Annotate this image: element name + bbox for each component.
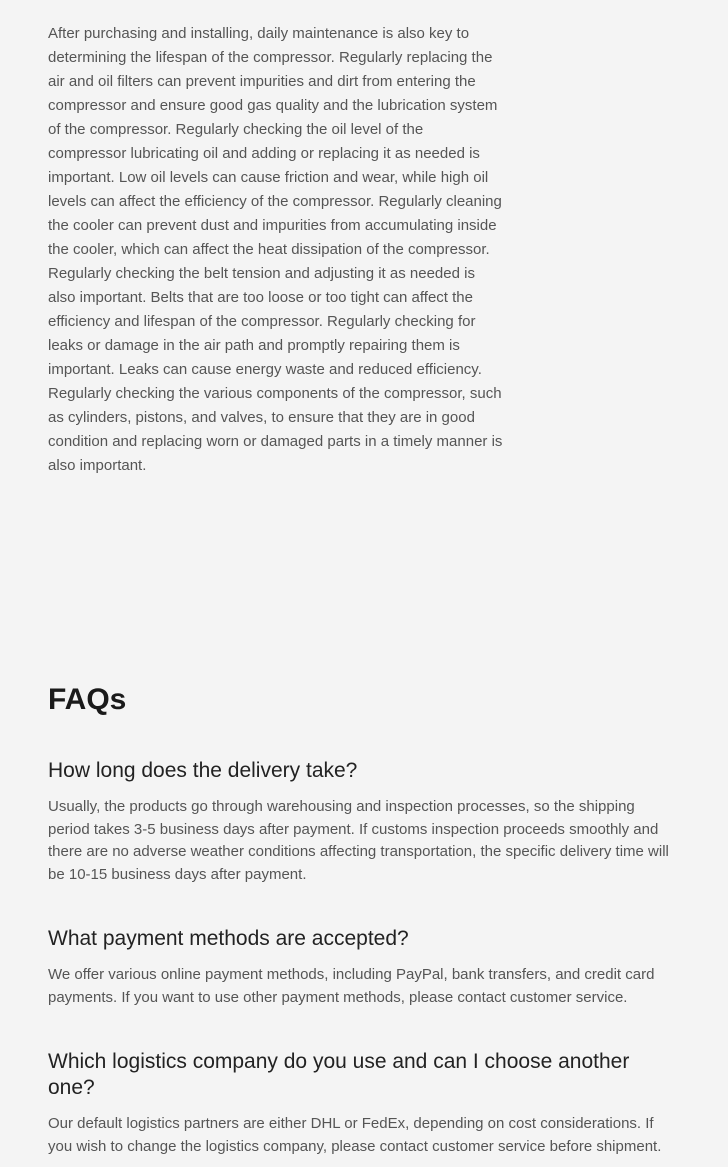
faq-question-payment-methods: What payment methods are accepted? bbox=[48, 927, 409, 950]
faq-item bbox=[48, 1049, 680, 1158]
faq-question-logistics-company: Which logistics company do you use and can I choose another one? bbox=[48, 1050, 630, 1099]
faq-item bbox=[48, 758, 680, 886]
faqs-heading: FAQs bbox=[48, 683, 127, 716]
maintenance-paragraph: After purchasing and installing, daily maintenance is also key to determining the lifespan of the compressor. Regularly replacing the air and oil filters can prevent impurities and dirt from entering the compressor and ensure good gas quality and the lubrication system of the compressor. Regularly checking the oil level of the compressor lubricating oil and adding or replacing it as needed is important. Low oil levels can cause friction and wear, while high oil levels can affect the efficiency of the compressor. Regularly cleaning the cooler can prevent dust and impurities from accumulating inside the cooler, which can affect the heat dissipation of the compressor. Regularly checking the belt tension and adjusting it as needed is also important. Belts that are too loose or too tight can affect the efficiency and lifespan of the compressor. Regularly checking for leaks or damage in the air path and promptly repairing them is important. Leaks can cause energy waste and reduced efficiency. Regularly checking the various components of the compressor, such as cylinders, pistons, and valves, to ensure that they are in good condition and replacing worn or damaged parts in a timely manner is also important. bbox=[48, 25, 503, 474]
faq-item bbox=[48, 926, 680, 1009]
faq-answer-payment-methods: We offer various online payment methods, including PayPal, bank transfers, and credit card payments. If you want to use other payment methods, please contact customer service. bbox=[48, 966, 655, 1006]
faq-answer-logistics-company: Our default logistics partners are either DHL or FedEx, depending on cost considerations. If you wish to change the logistics company, please contact customer service before shipment. bbox=[48, 1115, 662, 1155]
faq-question-delivery-time: How long does the delivery take? bbox=[48, 759, 358, 782]
faq-answer-delivery-time: Usually, the products go through warehousing and inspection processes, so the shipping period takes 3-5 business days after payment. If customs inspection proceeds smoothly and there are no adverse weather conditions affecting transportation, the specific delivery time will be 10-15 business days after payment. bbox=[48, 798, 669, 883]
faq-list bbox=[48, 758, 680, 1158]
